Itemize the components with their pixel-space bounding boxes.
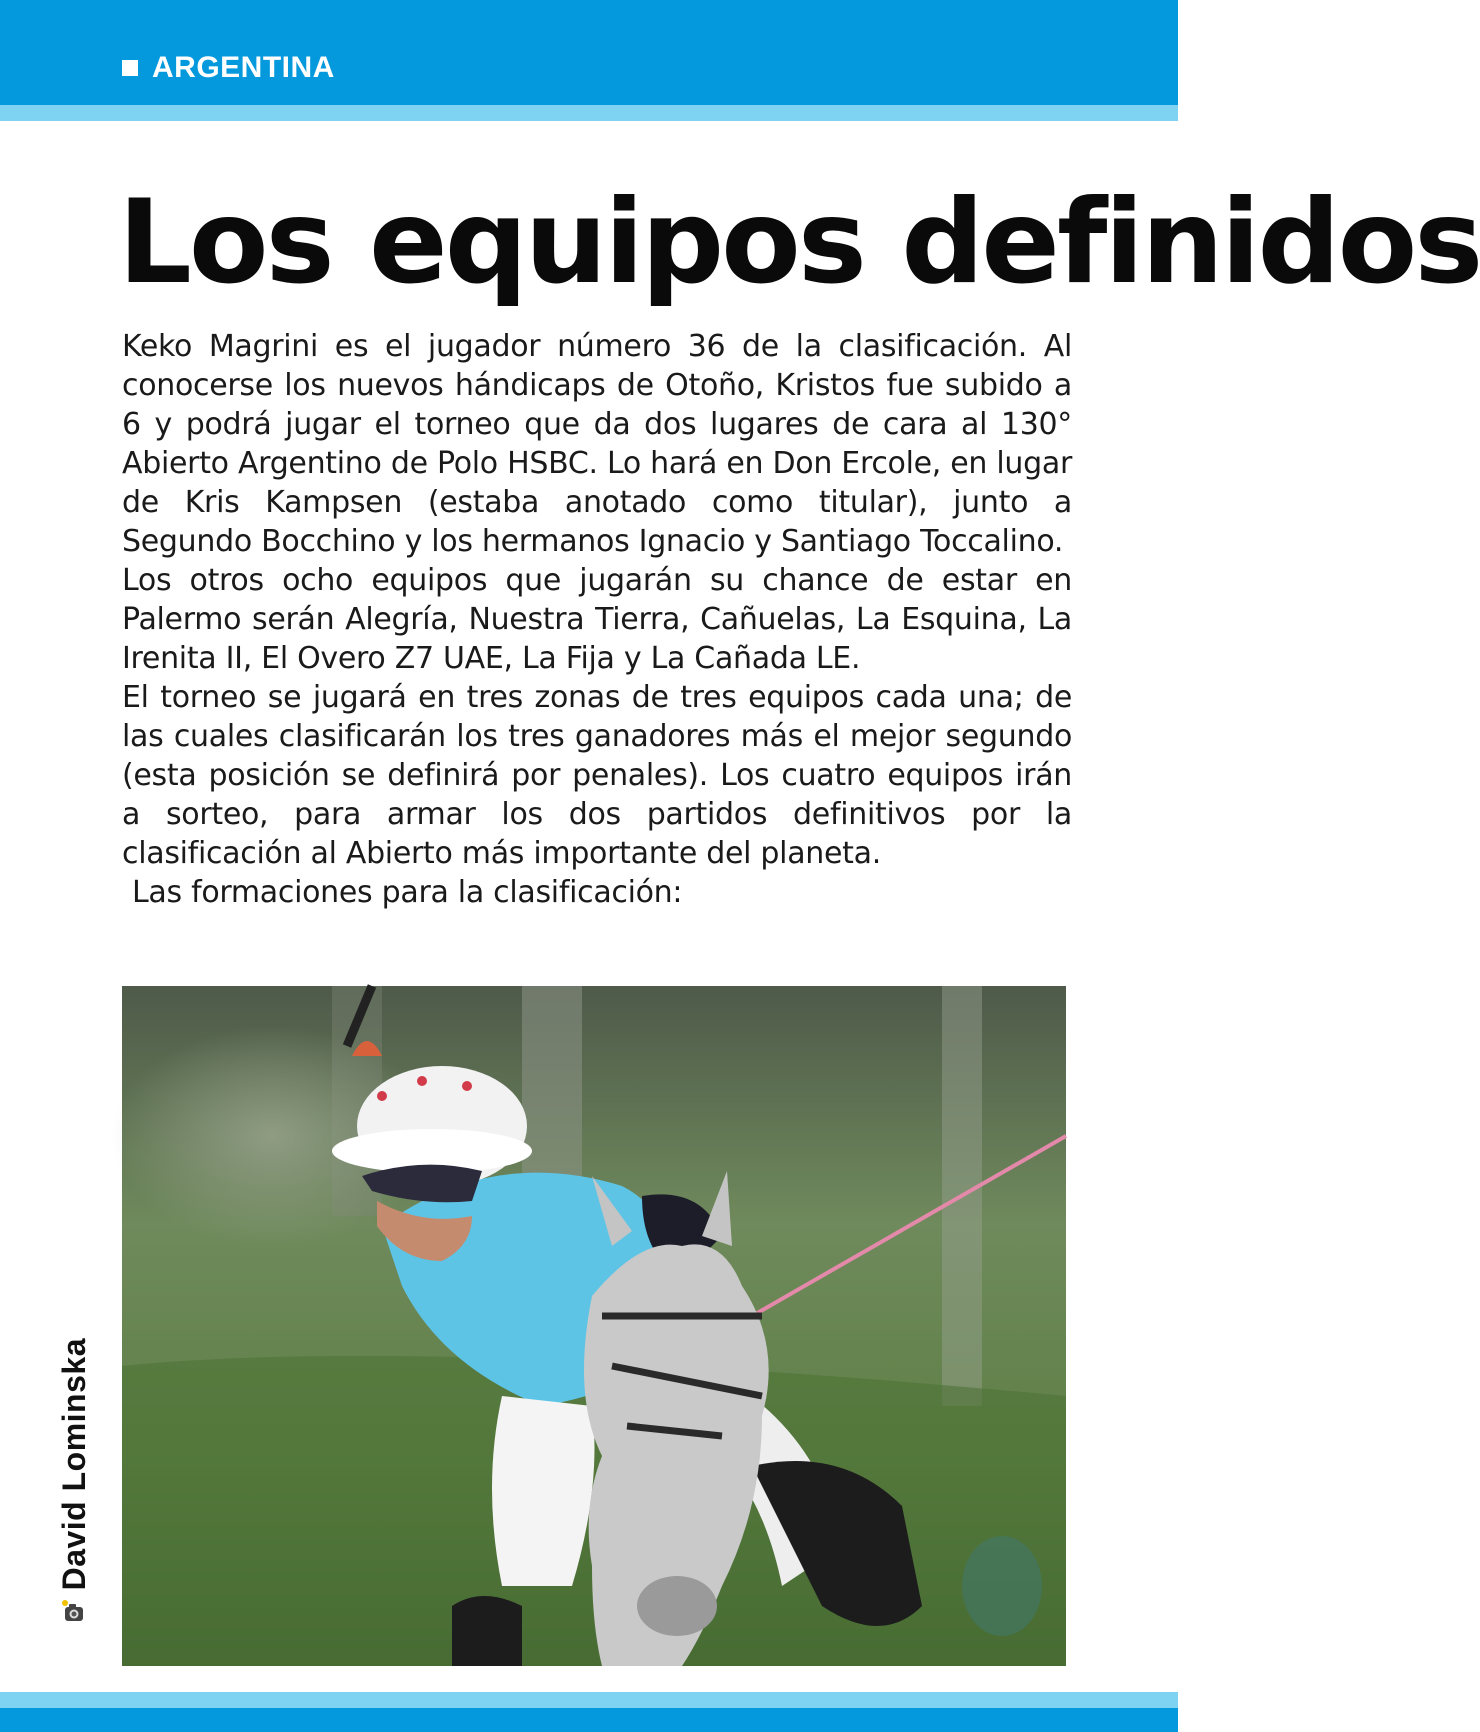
article-body [122,327,1072,912]
headline: Los equipos definidos [118,175,1480,310]
footer-stripe [0,1692,1178,1708]
photo-credit [56,1338,92,1628]
section-label-text: ARGENTINA [152,51,335,84]
article-closing: Las formaciones para la clasificación: [132,875,683,910]
footer-bar [0,1708,1178,1732]
section-label [122,50,335,86]
camera-icon [59,1598,89,1628]
polo-player-photo [122,986,1066,1666]
header-stripe [0,105,1178,121]
article-paragraph-2: Los otros ocho equipos que jugarán su chance de estar en Palermo serán Alegría, Nuestra Tierra, Cañuelas, La Esquina, La Irenita II, El Overo Z7 UAE, La Fija y La Cañada LE. [122,563,1072,676]
polo-photo-illustration [122,986,1066,1666]
square-bullet-icon [122,60,138,76]
headline-container [118,168,1480,318]
article-paragraph-3: El torneo se jugará en tres zonas de tres equipos cada una; de las cuales clasificarán los tres ganadores más el mejor segundo (esta posición se definirá por penales). Los cuatro equipos irán a sorteo, para armar los dos partidos definitivos por la clasificación al Abierto más importante del planeta. [122,680,1072,871]
article-paragraph-1: Keko Magrini es el jugador número 36 de la clasificación. Al conocerse los nuevos hándicaps de Otoño, Kristos fue subido a 6 y podrá jugar el torneo que da dos lugares de cara al 130° Abierto Argentino de Polo HSBC. Lo hará en Don Ercole, en lugar de Kris Kampsen (estaba anotado como titular), junto a Segundo Bocchino y los hermanos Ignacio y Santiago Toccalino. [122,329,1072,559]
photo-credit-name: David Lominska [55,1338,92,1591]
